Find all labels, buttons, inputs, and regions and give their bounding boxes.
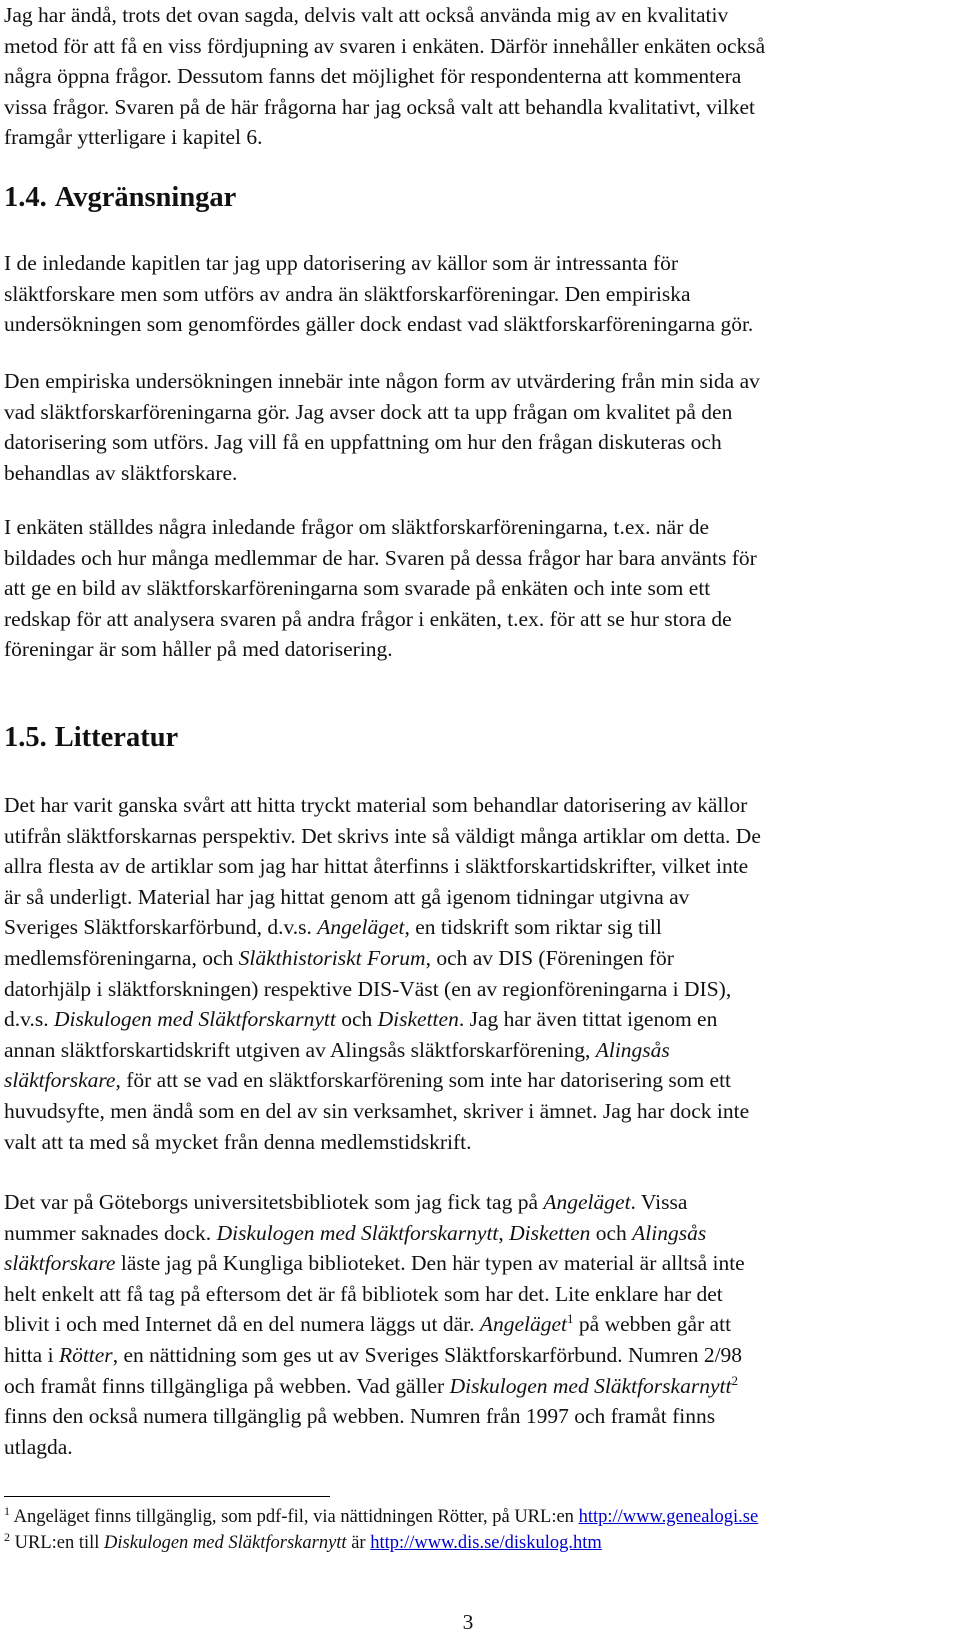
section-heading-1-4: 1.4. Avgränsningar (4, 182, 237, 213)
section-heading-1-5: 1.5. Litteratur (4, 722, 179, 753)
diskulog-link[interactable]: http://www.dis.se/diskulog.htm (370, 1533, 602, 1553)
footnote-separator (4, 1496, 330, 1497)
paragraph-1-4-b: Den empiriska undersökningen innebär inte någon form av utvärdering från min sida av vad släktforskarföreningarna gör. Jag avser dock att ta upp frågan om kvalitet på den datorisering som utförs. Jag vill få en uppfattning om hur den frågan diskuteras och behandlas av släktforskare. (4, 369, 760, 485)
paragraph-1-5-b: Det var på Göteborgs universitetsbibliotek som jag fick tag på Angeläget. Vissa nummer saknades dock. Diskulogen med Släktforskarnytt, Disketten och Alingsås släktforskare läste jag på Kungliga biblioteket. Den här typen av material är alltså inte helt enkelt att få tag på eftersom det är få bibliotek som har det. Lite enklare har det blivit i och med Internet då en del numera läggs ut där. Angeläget$^1$ på webben går att hitta i Rötter, en nättidning som ges ut av Sveriges Släktforskarförbund. Numren 2/98 och framåt finns tillgängliga på webben. Vad gäller Diskulogen med Släktforskarnytt$^2$ finns den också numera tillgänglig på webben. Numren från 1997 och framåt finns utlagda. (4, 1190, 745, 1459)
page-number: 3 (462, 1610, 474, 1634)
footnote-1: $^1$ Angeläget finns tillgänglig, som pdf-fil, via nättidningen Rötter, på URL:en http://www.genealogi.se (4, 1504, 759, 1527)
paragraph-1-5-a: Det har varit ganska svårt att hitta tryckt material som behandlar datorisering av källor utifrån släktforskarnas perspektiv. Det skrivs inte så väldigt många artiklar om detta. De allra flesta av de artiklar som jag har hittat återfinns i släktforskartidskrifter, vilket inte är så underligt. Material har jag hittat genom att gå igenom tidningar utgivna av Sveriges Släktforskarförbund, d.v.s. Angeläget, en tidskrift som riktar sig till medlemsföreningarna, och Släkthistoriskt Forum, och av DIS (Föreningen för datorhjälp i släktforskningen) respektive DIS-Väst (en av regionföreningarna i DIS), d.v.s. Diskulogen med Släktforskarnytt och Disketten. Jag har även tittat igenom en annan släktforskartidskrift utgiven av Alingsås släktforskarförening, Alingsås släktforskare, för att se vad en släktforskarförening som inte har datorisering som ett huvudsyfte, men ändå som en del av sin verksamhet, skriver i ämnet. Jag har dock inte valt att ta med så mycket från denna medlemstidskrift. (4, 793, 761, 1154)
paragraph-1-4-a: I de inledande kapitlen tar jag upp datorisering av källor som är intressanta för släktforskare men som utförs av andra än släktforskarföreningar. Den empiriska undersökningen som genomfördes gäller dock endast vad släktforskarföreningarna gör. (4, 251, 754, 337)
intro-paragraph: Jag har ändå, trots det ovan sagda, delvis valt att också använda mig av en kvalitativ metod för att få en viss fördjupning av svaren i enkäten. Därför innehåller enkäten också några öppna frågor. Dessutom fanns det möjlighet för respondenterna att kommentera vissa frågor. Svaren på de här frågorna har jag också valt att behandla kvalitativt, vilket framgår ytterligare i kapitel 6. (4, 3, 766, 150)
footnote-2: $^2$ URL:en till Diskulogen med Släktforskarnytt är http://www.dis.se/diskulog.htm (4, 1530, 602, 1553)
footnote-ref-1[interactable]: 1 (567, 1311, 574, 1327)
genealogi-link[interactable]: http://www.genealogi.se (578, 1507, 759, 1527)
footnote-ref-2[interactable]: 2 (731, 1372, 738, 1388)
paragraph-1-4-c: I enkäten ställdes några inledande frågor om släktforskarföreningarna, t.ex. när de bildades och hur många medlemmar de har. Svaren på dessa frågor har bara använts för att ge en bild av släktforskarföreningarna som svarade på enkäten och inte som ett redskap för att analysera svaren på andra frågor i enkäten, t.ex. för att se hur stora de föreningar är som håller på med datorisering. (4, 515, 757, 662)
